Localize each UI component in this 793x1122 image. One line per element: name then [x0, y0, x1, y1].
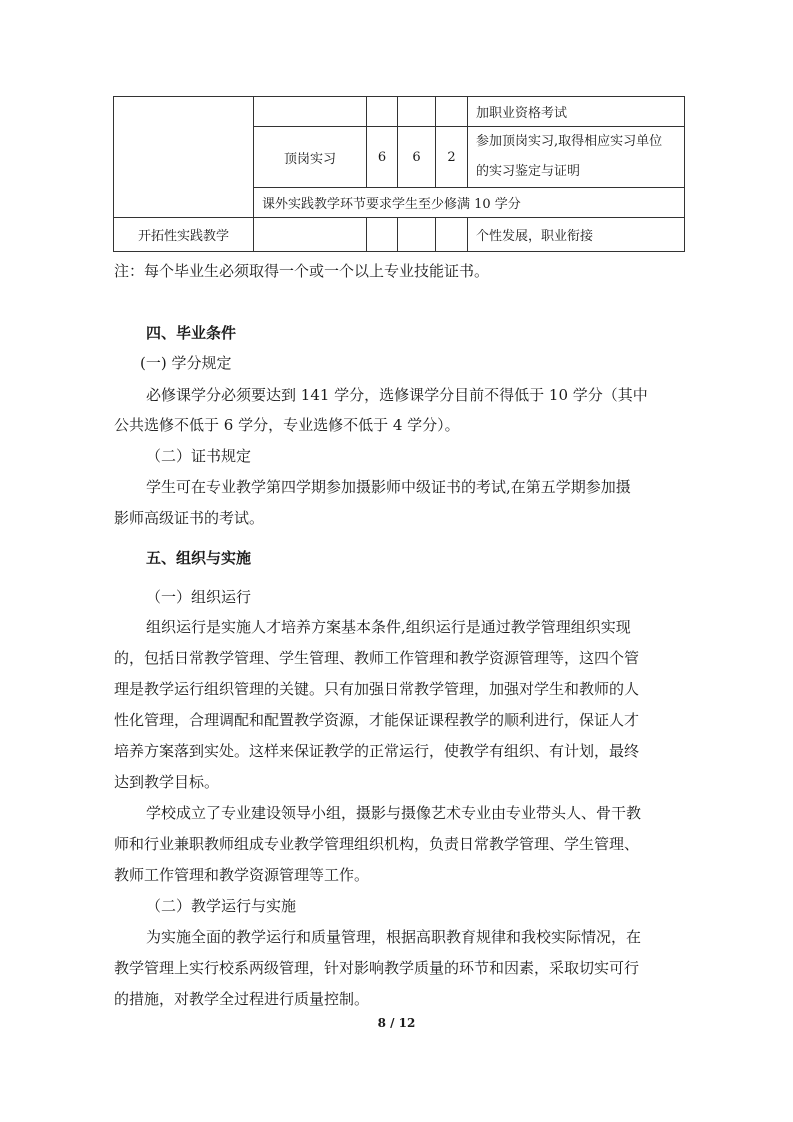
- table-cell-category: 开拓性实践教学: [114, 218, 254, 252]
- paragraph-line: 理是教学运行组织管理的关键。只有加强日常教学管理，加强对学生和教师的人: [114, 680, 640, 698]
- table-cell-desc: [468, 127, 685, 188]
- section-heading: 五、组织与实施: [146, 549, 252, 567]
- paragraph-line: 组织运行是实施人才培养方案基本条件,组织运行是通过教学管理组织实现: [146, 618, 631, 636]
- table-note: 注：每个毕业生必须取得一个或一个以上专业技能证书。: [114, 262, 490, 280]
- table-cell-col2: 6: [398, 127, 436, 188]
- paragraph-line: 为实施全面的教学运行和质量管理，根据高职教育规律和我校实际情况，在: [146, 928, 642, 946]
- page-number: 8 / 12: [377, 1016, 416, 1030]
- table-cell-col1: [367, 218, 398, 252]
- table-cell-category-empty: [114, 97, 254, 218]
- paragraph-line: 学校成立了专业建设领导小组，摄影与摄像艺术专业由专业带头人、骨干教: [146, 804, 642, 822]
- paragraph-line: 影师高级证书的考试。: [114, 509, 265, 527]
- table-cell-col3: [436, 97, 468, 127]
- paragraph-line: 培养方案落到实处。这样来保证教学的正常运行，使教学有组织、有计划，最终: [114, 742, 640, 760]
- table-row: [114, 97, 685, 127]
- table-cell-col3: 2: [436, 127, 468, 188]
- paragraph-line: 师和行业兼职教师组成专业教学管理组织机构，负责日常教学管理、学生管理、: [114, 835, 640, 853]
- paragraph-line: 的，包括日常教学管理、学生管理、教师工作管理和教学资源管理等，这四个管: [114, 649, 640, 667]
- paragraph-line: 必修课学分必须要达到 141 学分，选修课学分目前不得低于 10 学分（其中: [146, 386, 648, 404]
- table-cell-desc: 个性发展，职业衔接: [468, 218, 685, 252]
- table-cell-col1: 6: [367, 127, 398, 188]
- curriculum-table: [113, 96, 685, 252]
- table-cell-col1: [367, 97, 398, 127]
- paragraph-line: 学生可在专业教学第四学期参加摄影师中级证书的考试,在第五学期参加摄: [146, 478, 631, 496]
- paragraph-line: 达到教学目标。: [114, 773, 220, 791]
- paragraph-line: 的措施，对教学全过程进行质量控制。: [114, 990, 370, 1008]
- subsection-heading: (一) 学分规定: [140, 354, 232, 372]
- subsection-heading: （二）教学运行与实施: [146, 897, 297, 915]
- table-cell-item: 顶岗实习: [254, 127, 367, 188]
- paragraph-line: 教师工作管理和教学资源管理等工作。: [114, 866, 370, 884]
- desc-line: 参加顶岗实习,取得相应实习单位: [476, 134, 663, 149]
- desc-line: 的实习鉴定与证明: [476, 164, 581, 179]
- paragraph-line: 公共选修不低于 6 学分，专业选修不低于 4 学分）。: [114, 416, 460, 434]
- table-row: [114, 218, 685, 252]
- paragraph-line: 教学管理上实行校系两级管理，针对影响教学质量的环节和因素，采取切实可行: [114, 959, 640, 977]
- paragraph-line: 性化管理，合理调配和配置教学资源，才能保证课程教学的顺利进行，保证人才: [114, 711, 640, 729]
- table-cell-item: [254, 97, 367, 127]
- section-heading: 四、毕业条件: [146, 324, 237, 342]
- table-cell-item: [254, 218, 367, 252]
- subsection-heading: （二）证书规定: [146, 447, 252, 465]
- table-cell-col3: [436, 218, 468, 252]
- table-cell-desc: 加职业资格考试: [468, 97, 685, 127]
- subsection-heading: （一）组织运行: [146, 588, 252, 606]
- table-cell-col2: [398, 97, 436, 127]
- table-cell-merged-note: 课外实践教学环节要求学生至少修满 10 学分: [254, 188, 685, 218]
- table-cell-col2: [398, 218, 436, 252]
